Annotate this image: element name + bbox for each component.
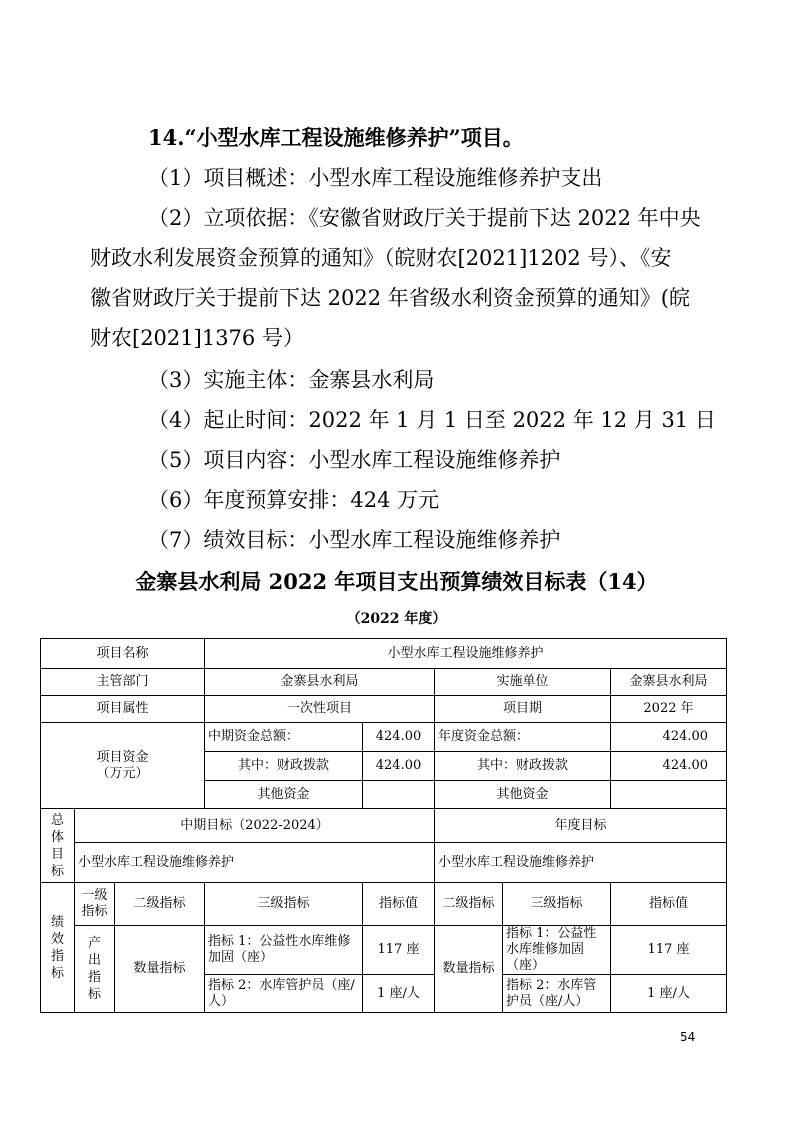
year-level2-header: 二级指标 — [435, 883, 503, 926]
indicator-1: 指标 1：公益性水库维修加固（座） — [205, 926, 363, 975]
year-other-value — [611, 781, 727, 809]
attr-label: 项目属性 — [41, 696, 205, 723]
mid-fiscal-label: 其中：财政拨款 — [205, 752, 363, 781]
output-char-4: 标 — [87, 987, 101, 1002]
funds-unit-text: （万元） — [96, 765, 149, 781]
year-goal-value: 小型水库工程设施维修养护 — [435, 843, 727, 883]
indicator-2-value: 1 座/人 — [363, 975, 435, 1013]
mid-other-label: 其他资金 — [205, 781, 363, 809]
mid-goal-label: 中期目标（2022-2024） — [75, 809, 435, 843]
project-name-value: 小型水库工程设施维修养护 — [205, 639, 727, 669]
dept-label: 主管部门 — [41, 669, 205, 696]
overall-goal-label — [41, 809, 75, 883]
project-name-label: 项目名称 — [41, 639, 205, 669]
year-value-header: 指标值 — [611, 883, 727, 926]
item-content: （5）项目内容：小型水库工程设施维修养护 — [148, 448, 561, 472]
level1-header: 一级指标 — [75, 883, 115, 926]
year-total-label: 年度资金总额： — [435, 723, 611, 752]
level2-header: 二级指标 — [115, 883, 205, 926]
output-char-3: 指 — [87, 970, 101, 985]
year-indicator-1-value: 117 座 — [611, 926, 727, 975]
overall-char-2: 体 — [50, 829, 64, 845]
mid-total-value: 424.00 — [363, 723, 435, 752]
period-value: 2022 年 — [611, 696, 727, 723]
item-basis-line4: 财农[2021]1376 号） — [90, 326, 304, 350]
output-char-2: 出 — [87, 953, 101, 968]
year-fiscal-label: 其中：财政拨款 — [435, 752, 611, 781]
year-goal-label: 年度目标 — [435, 809, 727, 843]
impl-label: 实施单位 — [435, 669, 611, 696]
mid-fiscal-value: 424.00 — [363, 752, 435, 781]
item-goal: （7）绩效目标：小型水库工程设施维修养护 — [148, 528, 561, 552]
value-header: 指标值 — [363, 883, 435, 926]
performance-target-table — [40, 638, 727, 1013]
item-basis-line2: 财政水利发展资金预算的通知》（皖财农[2021]1202 号）、《安 — [90, 246, 672, 270]
perf-char-2: 效 — [50, 931, 64, 947]
attr-value: 一次性项目 — [205, 696, 435, 723]
overall-char-4: 标 — [50, 863, 64, 879]
year-fiscal-value: 424.00 — [611, 752, 727, 781]
dept-value: 金寨县水利局 — [205, 669, 435, 696]
year-total-value: 424.00 — [611, 723, 727, 752]
item-overview: （1）项目概述：小型水库工程设施维修养护支出 — [148, 166, 603, 190]
mid-total-label: 中期资金总额： — [205, 723, 363, 752]
mid-goal-value: 小型水库工程设施维修养护 — [75, 843, 435, 883]
item-basis-line3: 徽省财政厅关于提前下达 2022 年省级水利资金预算的通知》(皖 — [90, 286, 690, 310]
year-level3-header: 三级指标 — [503, 883, 611, 926]
output-char-1: 产 — [87, 936, 101, 951]
overall-char-1: 总 — [50, 812, 64, 828]
impl-value: 金寨县水利局 — [611, 669, 727, 696]
item-basis-line1: （2）立项依据：《安徽省财政厅关于提前下达 2022 年中央 — [148, 206, 701, 230]
year-other-label: 其他资金 — [435, 781, 611, 809]
year-indicator-2: 指标 2：水库管护员（座/人） — [503, 975, 611, 1013]
output-indicator-label — [75, 926, 115, 1013]
item-implementer: （3）实施主体：金寨县水利局 — [148, 368, 435, 392]
indicator-1-value: 117 座 — [363, 926, 435, 975]
perf-char-3: 指 — [50, 948, 64, 964]
period-label: 项目期 — [435, 696, 611, 723]
level3-header: 三级指标 — [205, 883, 363, 926]
indicator-2: 指标 2：水库管护员（座/人） — [205, 975, 363, 1013]
year-indicator-2-value: 1 座/人 — [611, 975, 727, 1013]
year-quantity-indicator-label: 数量指标 — [435, 926, 503, 1013]
year-indicator-1: 指标 1：公益性水库维修加固（座） — [503, 926, 611, 975]
item-period: （4）起止时间：2022 年 1 月 1 日至 2022 年 12 月 31 日 — [148, 408, 716, 432]
page-number: 54 — [680, 1030, 696, 1044]
table-title: 金寨县水利局 2022 年项目支出预算绩效目标表（14） — [135, 569, 658, 594]
perf-indicator-label — [41, 883, 75, 1013]
section-heading: 14.“小型水库工程设施维修养护”项目。 — [148, 125, 524, 150]
funds-label — [41, 723, 205, 809]
funds-label-text: 项目资金 — [96, 749, 149, 765]
item-budget: （6）年度预算安排：424 万元 — [148, 488, 440, 512]
table-subtitle: （2022 年度） — [346, 611, 447, 627]
perf-char-1: 绩 — [50, 914, 64, 930]
quantity-indicator-label: 数量指标 — [115, 926, 205, 1013]
mid-other-value — [363, 781, 435, 809]
overall-char-3: 目 — [50, 846, 64, 862]
perf-char-4: 标 — [50, 965, 64, 981]
